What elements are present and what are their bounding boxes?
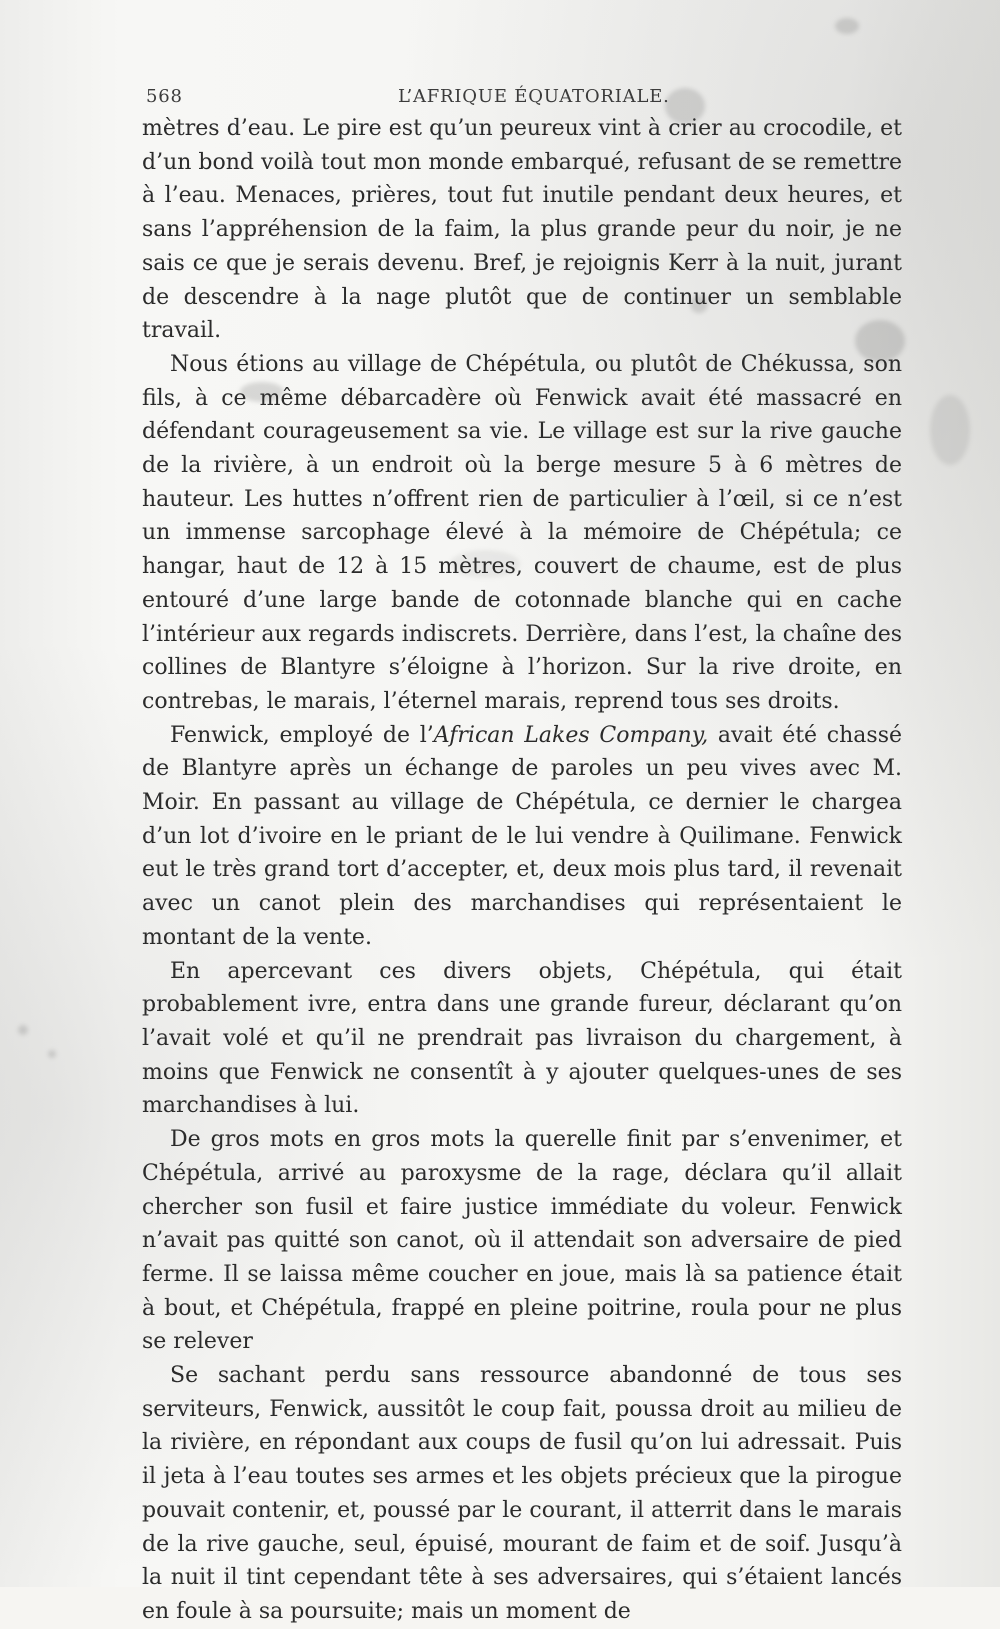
paragraph: mètres d’eau. Le pire est qu’un peureux vint à crier au crocodile, et d’un bond voilà tout mon monde embarqué, refusant de se remettre à l’eau. Menaces, prières, tout fut inutile pendant deux heures, et sans l’appréhension de la faim, la plus grande peur du noir, je ne sais ce que je serais devenu. Bref, je rejoignis Kerr à la nuit, jurant de descendre à la nage plutôt que de continuer un semblable travail.	[142, 116, 902, 344]
page-number: 568	[146, 86, 183, 107]
paragraph: En apercevant ces divers objets, Chépétula, qui était probablement ivre, entra dans une grande fureur, déclarant qu’on l’avait volé et qu’il ne prendrait pas livraison du chargement, à moins que Fenwick ne consentît à y ajouter quelques-unes de ses marchandises à lui.	[142, 958, 902, 1119]
paper-stain	[835, 18, 859, 34]
paragraph	[142, 719, 902, 955]
paragraph: Nous étions au village de Chépétula, ou plutôt de Chékussa, son fils, à ce même débarcadère où Fenwick avait été massacré en défendant courageusement sa vie. Le village est sur la rive gauche de la rivière, à un endroit où la berge mesure 5 à 6 mètres de hauteur. Les huttes n’offrent rien de particulier à l’œil, si ce n’est un immense sarcophage élevé à la mémoire de Chépétula; ce hangar, haut de 12 à 15 mètres, couvert de chaume, est de plus entouré d’une large bande de cotonnade blanche qui en cache l’intérieur aux regards indiscrets. Derrière, dans l’est, la chaîne des collines de Blantyre s’éloigne à l’horizon. Sur la rive droite, en contrebas, le marais, l’éternel marais, reprend tous ses droits.	[142, 351, 902, 714]
paragraph: Se sachant perdu sans ressource abandonné de tous ses serviteurs, Fenwick, aussitôt le coup fait, poussa droit au milieu de la rivière, en répondant aux coups de fusil qu’on lui adressait. Puis il jeta à l’eau toutes ses armes et les objets précieux que la pirogue pouvait contenir, et, poussé par le courant, il atterrit dans le marais de la rive gauche, seul, épuisé, mourant de faim et de soif. Jusqu’à la nuit il tint cependant tête à ses adversaires, qui s’étaient lancés en foule à sa poursuite; mais un moment de	[142, 1363, 902, 1624]
running-head: L’AFRIQUE ÉQUATORIALE.	[398, 86, 670, 107]
company-name: African Lakes Company,	[433, 722, 709, 748]
page-body	[142, 112, 902, 1629]
paper-stain	[930, 395, 970, 465]
paragraph-text: avait été chassé de Blantyre après un échange de paroles un peu vives avec M. Moir. En passant au village de Chépétula, ce dernier le chargea d’un lot d’ivoire en le priant de le lui vendre à Quilimane. Fenwick eut le très grand tort d’accepter, et, deux mois plus tard, il revenait avec un canot plein des marchandises qui représentaient le montant de la vente.	[142, 722, 902, 950]
page-header	[146, 86, 916, 110]
paragraph-text: Fenwick, employé de l’	[170, 722, 434, 748]
paper-stain	[48, 1050, 56, 1058]
paragraph: De gros mots en gros mots la querelle finit par s’envenimer, et Chépétula, arrivé au paroxysme de la rage, déclara qu’il allait chercher son fusil et faire justice immédiate du voleur. Fenwick n’avait pas quitté son canot, où il attendait son adversaire de pied ferme. Il se laissa même coucher en joue, mais là sa patience était à bout, et Chépétula, frappé en pleine poitrine, roula pour ne plus se relever	[142, 1127, 902, 1355]
paper-stain	[18, 1025, 28, 1035]
